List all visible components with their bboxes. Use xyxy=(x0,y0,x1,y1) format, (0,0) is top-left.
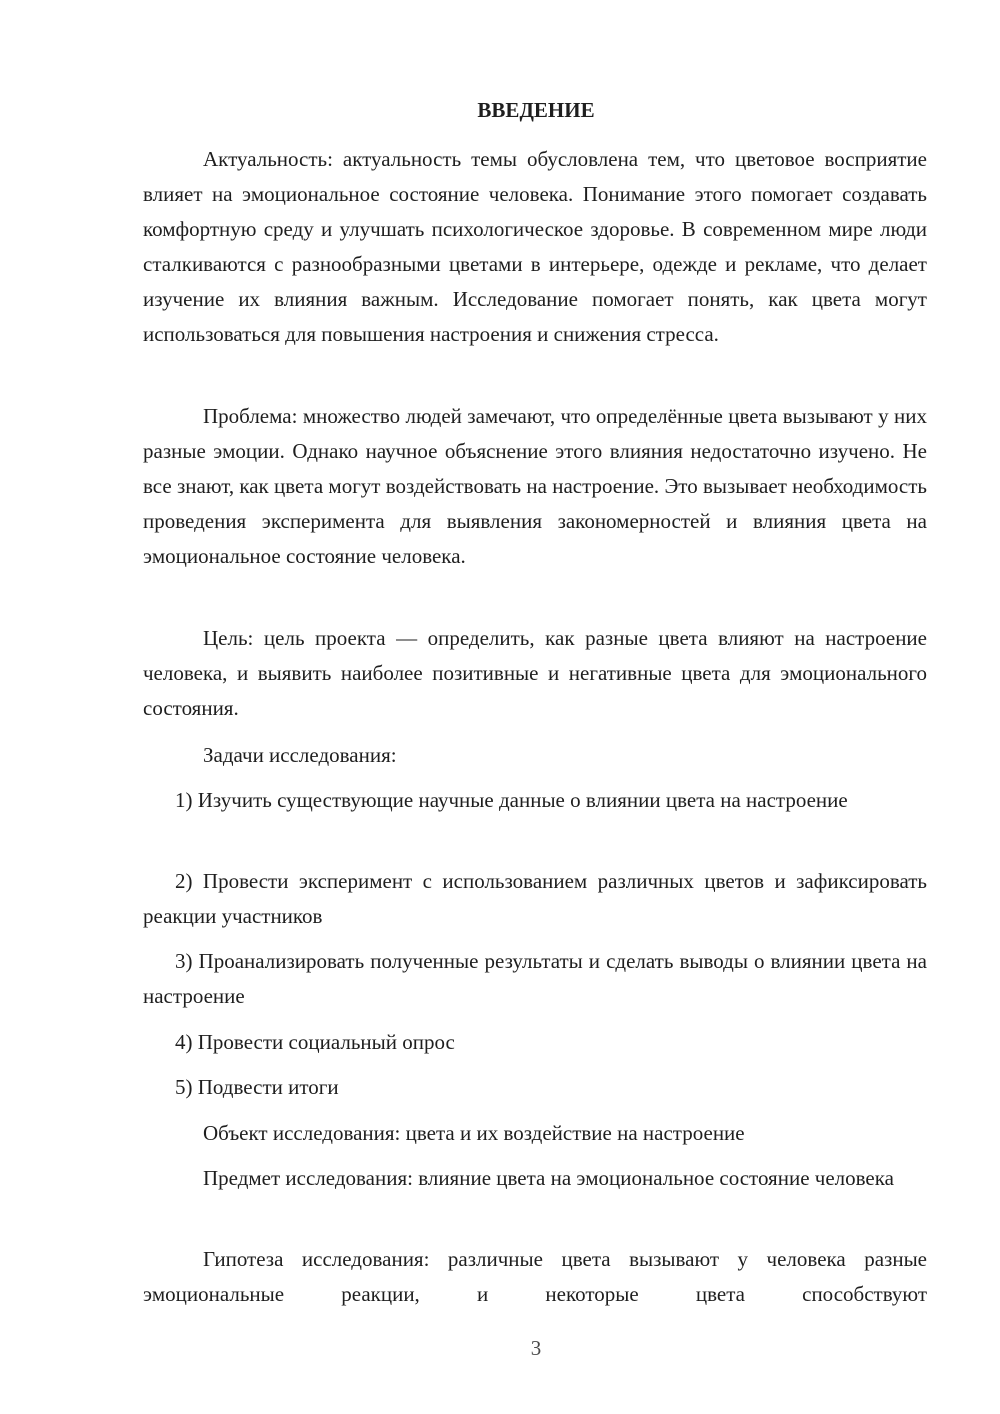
tasks-title: Задачи исследования: xyxy=(203,743,397,767)
hypothesis-paragraph: Гипотеза исследования: различные цвета вызывают у человека разные эмоциональные реакции, и некоторые цвета способствуют xyxy=(143,1247,927,1306)
page-title: ВВЕДЕНИЕ xyxy=(477,98,595,122)
task-item: 1) Изучить существующие научные данные о влиянии цвета на настроение xyxy=(175,788,848,812)
task-item: 2) Провести эксперимент с использованием различных цветов и зафиксировать реакции участников xyxy=(143,869,927,928)
subject-paragraph: Предмет исследования: влияние цвета на эмоциональное состояние человека xyxy=(203,1166,894,1190)
page-number: 3 xyxy=(530,1336,542,1360)
goal-paragraph: Цель: цель проекта — определить, как разные цвета влияют на настроение человека, и выявить наиболее позитивные и негативные цвета для эмоционального состояния. xyxy=(143,626,927,720)
object-paragraph: Объект исследования: цвета и их воздействие на настроение xyxy=(203,1121,745,1145)
problem-paragraph: Проблема: множество людей замечают, что определённые цвета вызывают у них разные эмоции. Однако научное объяснение этого влияния недостаточно изучено. Не все знают, как цвета могут воздействовать на настроение. Это вызывает необходимость проведения эксперимента для выявления закономерностей и влияния цвета на эмоциональное состояние человека. xyxy=(143,404,927,568)
task-item: 5) Подвести итоги xyxy=(175,1075,339,1099)
task-item: 3) Проанализировать полученные результаты и сделать выводы о влиянии цвета на настроение xyxy=(143,949,927,1008)
relevance-paragraph: Актуальность: актуальность темы обусловлена тем, что цветовое восприятие влияет на эмоциональное состояние человека. Понимание этого помогает создавать комфортную среду и улучшать психологическое здоровье. В современном мире люди сталкиваются с разнообразными цветами в интерьере, одежде и рекламе, что делает изучение их влияния важным. Исследование помогает понять, как цвета могут использоваться для повышения настроения и снижения стресса. xyxy=(143,147,927,346)
task-item: 4) Провести социальный опрос xyxy=(175,1030,455,1054)
